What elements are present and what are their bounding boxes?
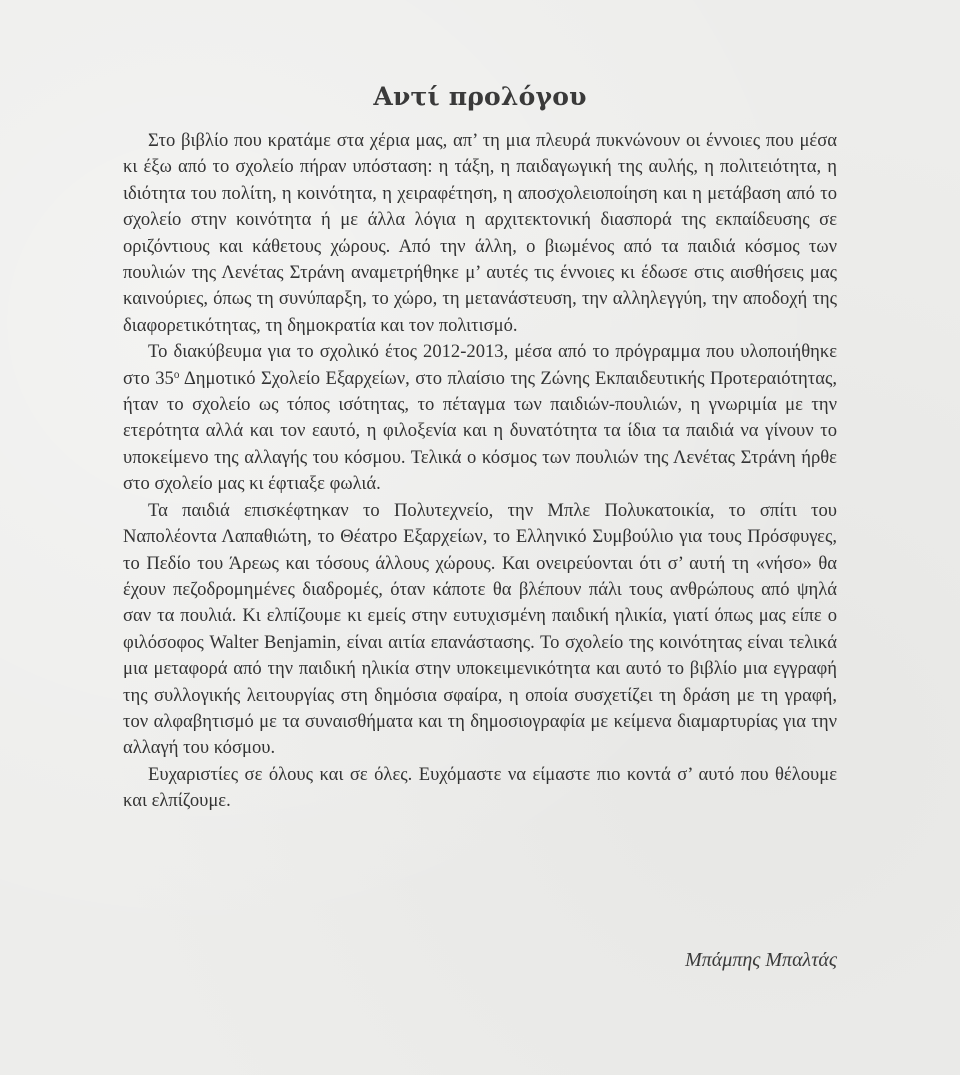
paragraph-2 [123,339,837,497]
ordinal-superscript: ο [173,368,180,381]
page-title: Αντί προλόγου [373,82,587,111]
paragraph-3: Τα παιδιά επισκέφτηκαν το Πολυτεχνείο, την Μπλε Πολυκατοικία, το σπίτι του Ναπολέοντα Λαπαθιώτη, το Θέατρο Εξαρχείων, το Ελληνικό Συμβούλιο για τους Πρόσφυγες, το Πεδίο του Άρεως και τόσους άλλους χώρους. Και ονειρεύονται ότι σ’ αυτή τη «νήσο» θα έχουν πεζοδρομημένες διαδρομές, όταν κάποτε θα βλέπουν πάλι τους ανθρώπους από ψηλά σαν τα πουλιά. Κι ελπίζουμε κι εμείς στην ευτυχισμένη παιδική ηλικία, γιατί όπως μας είπε ο φιλόσοφος Walter Benjamin, είναι αιτία επανάστασης. Το σχολείο της κοινότητας είναι τελικά μια μεταφορά από την παιδική ηλικία στην υποκειμενικότητα και αυτό το βιβλίο μια εγγραφή της συλλογικής λειτουργίας στη δημόσια σφαίρα, η οποία συσχετίζει τη δράση με τη γραφή, τον αλφαβητισμό με τα συναισθήματα και τη δημοσιογραφία με κείμενα διαμαρτυρίας για την αλλαγή του κόσμου. [123,499,837,759]
paragraph-2-part-2: Δημοτικό Σχολείο Εξαρχείων, στο πλαίσιο της Ζώνης Εκπαιδευτικής Προτεραιότητας, ήταν το σχολείο ως τόπος ισότητας, το πέταγμα των παιδιών-πουλιών, η γνωριμία με την ετερότητα αλλά και τον εαυτό, η φιλοξενία και η δυνατότητα τα ίδια τα παιδιά να γίνουν το υποκείμενο της αλλαγής του κόσμου. Τελικά ο κόσμος των πουλιών της Λενέτας Στράνη ήρθε στο σχολείο μας κι έφτιαξε φωλιά. [123,367,837,495]
paragraph-2-part-1: Το διακύβευμα για το σχολικό έτος 2012-2013, μέσα από το πρόγραμμα που υλοποιήθηκε στο 35 [123,341,837,389]
preface-body [123,128,837,815]
paragraph-4: Ευχαριστίες σε όλους και σε όλες. Ευχόμαστε να είμαστε πιο κοντά σ’ αυτό που θέλουμε και ελπίζουμε. [123,763,837,812]
author-signature: Μπάμπης Μπαλτάς [685,949,837,971]
paragraph-1: Στο βιβλίο που κρατάμε στα χέρια μας, απ’ τη μια πλευρά πυκνώνουν οι έννοιες που μέσα κι έξω από το σχολείο πήραν υπόσταση: η τάξη, η παιδαγωγική της αυλής, η πολιτειότητα, η ιδιότητα του πολίτη, η κοινότητα, η χειραφέτηση, η αποσχολειοποίηση και η μετάβαση από το σχολείο στην κοινότητα ή με άλλα λόγια η αρχιτεκτονική διασπορά της εκπαίδευσης σε οριζόντιους και κάθετους χώρους. Από την άλλη, ο βιωμένος από τα παιδιά κόσμος των πουλιών της Λενέτας Στράνη αναμετρήθηκε μ’ αυτές τις έννοιες κι έδωσε στις αισθήσεις μας καινούριες, όπως τη συνύπαρξη, το χώρο, τη μετανάστευση, την αλληλεγγύη, την αποδοχή της διαφορετικότητας, τη δημοκρατία και τον πολιτισμό. [123,130,837,336]
